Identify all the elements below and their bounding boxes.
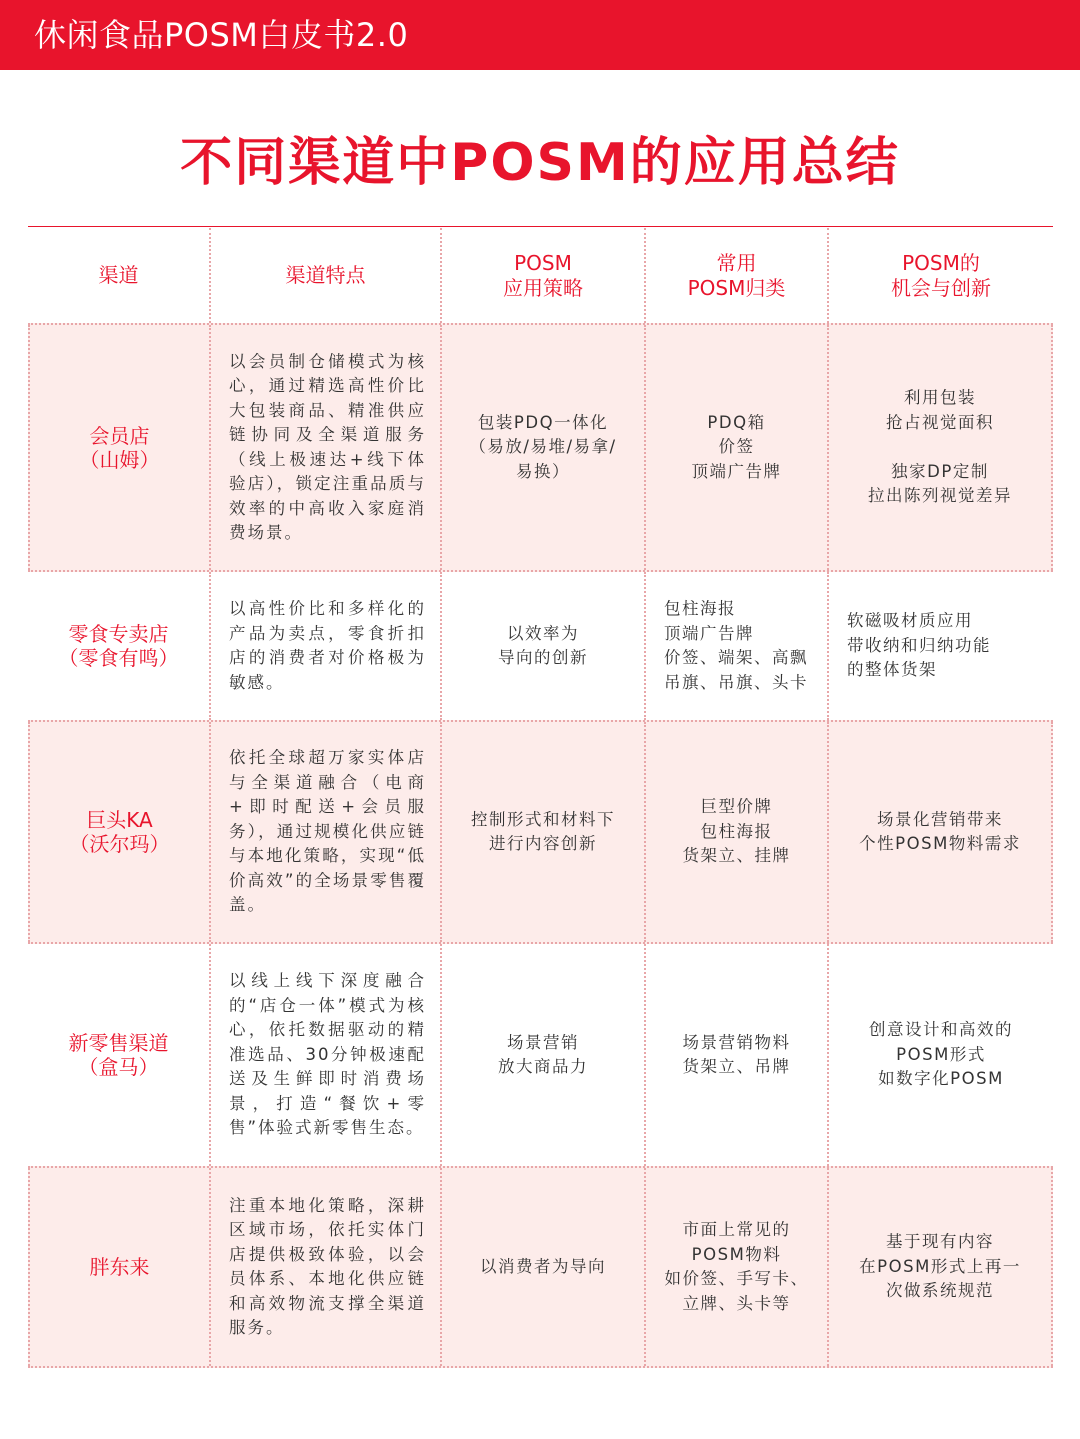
channel-features: 以高性价比和多样化的产品为卖点，零食折扣店的消费者对价格极为敏感。 [229,599,426,692]
table-row [28,720,1053,944]
header-innovation: POSM的 机会与创新 [827,228,1053,323]
posm-strategy: 控制形式和材料下 进行内容创新 [471,809,615,853]
channel-name: 胖东来 [89,1255,150,1279]
posm-strategy: 以消费者为导向 [480,1256,606,1276]
top-banner [0,0,1080,70]
banner-title: 休闲食品POSM白皮书2.0 [34,16,409,54]
posm-categories: 包柱海报 顶端广告牌 价签、端架、高飘 吊旗、吊旗、头卡 [664,599,808,692]
channel-name: 新零售渠道 （盒马） [68,1031,169,1079]
posm-categories: 巨型价牌 包柱海报 货架立、挂牌 [682,797,791,866]
channel-name: 零食专卖店 （零食有鸣） [58,622,179,670]
header-features: 渠道特点 [209,228,440,323]
posm-strategy: 场景营销 放大商品力 [498,1032,588,1076]
channel-features: 以线上线下深度融合的“店仓一体”模式为核心，依托数据驱动的精准选品、30分钟极速配送及生鲜即时消费场景，打造“餐饮+零售”体验式新零售生态。 [229,971,426,1138]
channel-name: 会员店 （山姆） [79,423,160,472]
channel-features: 以会员制仓储模式为核心，通过精选高性价比大包装商品、精准供应链协同及全渠道服务（线上极速达+线下体验店），锁定注重品质与效率的中高收入家庭消费场景。 [229,351,426,542]
channel-name: 巨头KA （沃尔玛） [69,808,170,856]
posm-categories: 场景营销物料 货架立、吊牌 [682,1032,791,1076]
posm-innovation: 场景化营销带来 个性POSM物料需求 [859,809,1021,853]
page-title: 不同渠道中POSM的应用总结 [180,133,900,193]
channel-table [28,228,1053,1368]
channel-features: 依托全球超万家实体店与全渠道融合（电商+即时配送+会员服务），通过规模化供应链与本地化策略，实现“低价高效”的全场景零售覆盖。 [229,748,426,915]
posm-innovation: 利用包装 抢占视觉面积 独家DP定制 拉出陈列视觉差异 [868,388,1012,506]
table-row [28,572,1053,720]
table-row [28,323,1053,572]
header-categories: 常用 POSM归类 [644,228,827,323]
posm-categories: 市面上常见的 POSM物料 如价签、手写卡、 立牌、头卡等 [664,1220,809,1313]
posm-innovation: 创意设计和高效的 POSM形式 如数字化POSM [869,1020,1013,1089]
header-channel: 渠道 [98,263,139,287]
posm-strategy: 包装PDQ一体化 （易放/易堆/易拿/ 易换） [469,412,617,481]
posm-categories: PDQ箱 价签 顶端广告牌 [691,412,782,481]
posm-innovation: 软磁吸材质应用 带收纳和归纳功能 的整体货架 [847,611,991,680]
table-header-row [28,228,1053,323]
table-row [28,1166,1053,1368]
title-divider [28,226,1053,227]
header-strategy: POSM 应用策略 [440,228,644,323]
posm-strategy: 以效率为 导向的创新 [498,623,588,667]
posm-innovation: 基于现有内容 在POSM形式上再一 次做系统规范 [859,1232,1021,1301]
table-row [28,944,1053,1166]
channel-features: 注重本地化策略，深耕区域市场，依托实体门店提供极致体验，以会员体系、本地化供应链和高效物流支撑全渠道服务。 [229,1195,426,1337]
